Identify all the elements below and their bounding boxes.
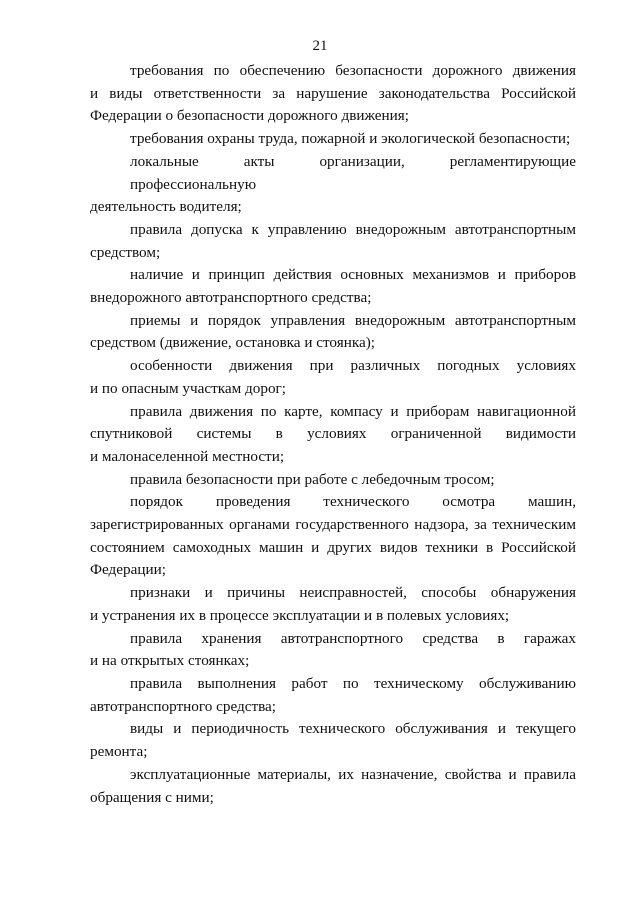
paragraph-line: приемы и порядок управления внедорожным автотранспортным	[130, 311, 576, 329]
paragraph-line: и малонаселенной местности;	[90, 447, 285, 465]
paragraph	[90, 151, 576, 219]
paragraph-line: ремонта;	[90, 743, 148, 761]
paragraph	[90, 219, 576, 264]
paragraph-line: эксплуатационные материалы, их назначение, свойства и правила	[130, 765, 576, 783]
paragraph-line: внедорожного автотранспортного средства;	[90, 289, 372, 307]
paragraph-line: и по опасным участкам дорог;	[90, 379, 286, 397]
paragraph	[90, 764, 576, 809]
paragraph-line: признаки и причины неисправностей, способы обнаружения	[130, 584, 576, 602]
paragraph	[90, 401, 576, 469]
paragraph-line: локальные акты организации, регламентирующие профессиональную	[130, 152, 576, 193]
paragraph	[90, 128, 576, 151]
paragraph-line: и виды ответственности за нарушение законодательства Российской	[90, 84, 576, 102]
paragraph-line: и устранения их в процессе эксплуатации и в полевых условиях;	[90, 606, 510, 624]
paragraph	[90, 264, 576, 309]
paragraph-line: правила выполнения работ по техническому обслуживанию	[130, 674, 576, 692]
paragraph-line: правила хранения автотранспортного средства в гаражах	[130, 629, 576, 647]
paragraph-line: особенности движения при различных погодных условиях	[130, 357, 576, 375]
paragraph-line: средством;	[90, 243, 161, 261]
paragraph-line: деятельность водителя;	[90, 198, 242, 216]
paragraph	[90, 718, 576, 763]
paragraph	[90, 628, 576, 673]
paragraph-line: Федерации о безопасности дорожного движения;	[90, 107, 409, 125]
paragraph	[90, 60, 576, 128]
paragraph-line: правила допуска к управлению внедорожным автотранспортным	[130, 220, 576, 238]
paragraph-line: Федерации;	[90, 561, 166, 579]
paragraph	[90, 673, 576, 718]
paragraph	[90, 491, 576, 582]
paragraph-line: зарегистрированных органами государственного надзора, за техническим	[90, 516, 576, 534]
document-body	[90, 60, 576, 809]
paragraph-line: требования по обеспечению безопасности дорожного движения	[130, 62, 576, 79]
paragraph-line: наличие и принцип действия основных механизмов и приборов	[130, 266, 576, 284]
page-number: 21	[312, 38, 328, 54]
paragraph-line: состоянием самоходных машин и других видов техники в Российской	[90, 538, 576, 556]
paragraph-line: правила движения по карте, компасу и приборам навигационной	[130, 402, 576, 420]
paragraph	[90, 582, 576, 627]
paragraph-line: спутниковой системы в условиях ограниченной видимости	[90, 425, 576, 443]
paragraph-line: средством (движение, остановка и стоянка);	[90, 334, 376, 352]
paragraph-line: виды и периодичность технического обслуживания и текущего	[130, 720, 576, 738]
paragraph-line: правила безопасности при работе с лебедочным тросом;	[130, 470, 495, 488]
paragraph-line: требования охраны труда, пожарной и экологической безопасности;	[130, 130, 571, 148]
paragraph	[90, 310, 576, 355]
paragraph-line: порядок проведения технического осмотра машин,	[130, 493, 576, 511]
paragraph	[90, 355, 576, 400]
paragraph	[90, 469, 576, 492]
paragraph-line: автотранспортного средства;	[90, 697, 277, 715]
paragraph-line: обращения с ними;	[90, 788, 214, 806]
paragraph-line: и на открытых стоянках;	[90, 652, 250, 670]
